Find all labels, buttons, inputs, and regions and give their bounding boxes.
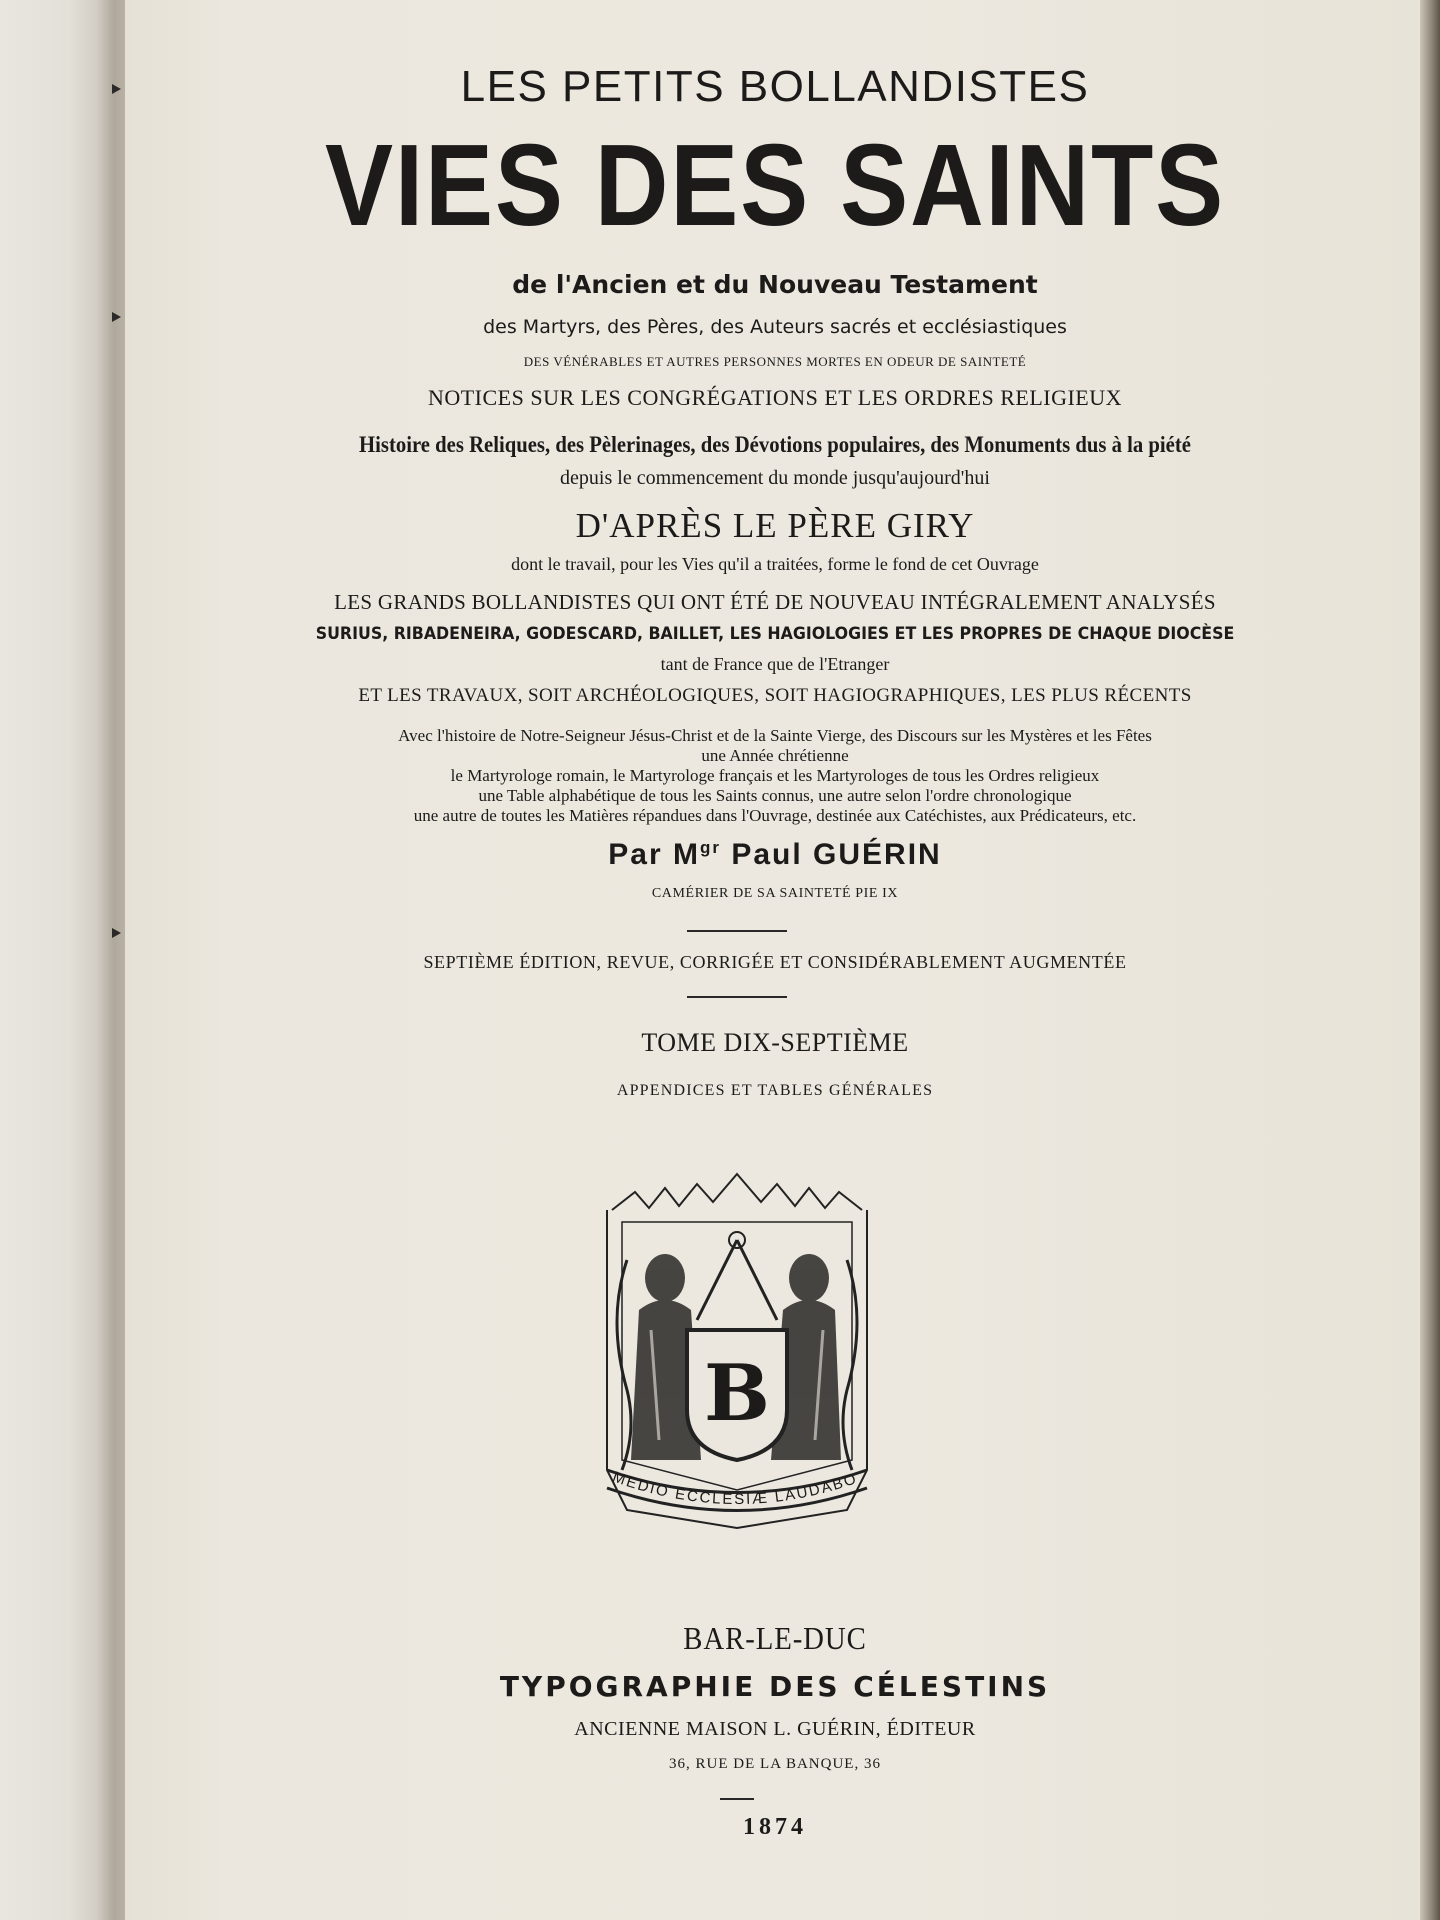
year-line: 1874 <box>743 1814 807 1840</box>
author-role: CAMÉRIER DE SA SAINTETÉ PIE IX <box>651 886 899 901</box>
emblem-engraving <box>587 1170 887 1540</box>
line-venerables: DES VÉNÉRABLES ET AUTRES PERSONNES MORTES EN ODEUR DE SAINTETÉ <box>523 354 1027 369</box>
author-gr: gr <box>700 838 721 857</box>
gutter-mark <box>112 928 121 938</box>
line-annee: une Année chrétienne <box>701 746 849 765</box>
maison-line: ANCIENNE MAISON L. GUÉRIN, ÉDITEUR <box>574 1718 976 1740</box>
address-line: 36, RUE DE LA BANQUE, 36 <box>669 1756 881 1772</box>
line-histoire: Histoire des Reliques, des Pèlerinages, des Dévotions populaires, des Monuments dus à la piété <box>359 432 1191 457</box>
tome-line: TOME DIX-SEPTIÈME <box>641 1028 909 1057</box>
divider-rule <box>720 1798 754 1800</box>
line-matieres: une autre de toutes les Matières répandues dans l'Ouvrage, destinée aux Catéchistes, aux Prédicateurs, etc. <box>413 806 1137 825</box>
page-edge-shadow <box>1420 0 1440 1920</box>
line-martyrs: des Martyrs, des Pères, des Auteurs sacrés et ecclésiastiques <box>483 316 1067 338</box>
line-surius: SURIUS, RIBADENEIRA, GODESCARD, BAILLET, LES HAGIOLOGIES ET LES PROPRES DE CHAQUE DIOCÈSE <box>315 624 1235 644</box>
divider-rule <box>687 996 787 998</box>
author-par: Par M <box>608 838 700 871</box>
gutter-mark <box>112 312 121 322</box>
author-name: Paul GUÉRIN <box>721 838 942 871</box>
author-line <box>125 838 1425 872</box>
line-dont: dont le travail, pour les Vies qu'il a traitées, forme le fond de cet Ouvrage <box>511 554 1039 574</box>
title-page <box>125 0 1425 1920</box>
line-grands-bollandistes: LES GRANDS BOLLANDISTES QUI ONT ÉTÉ DE NOUVEAU INTÉGRALEMENT ANALYSÉS <box>334 590 1216 614</box>
publisher-emblem <box>587 1170 887 1540</box>
line-depuis: depuis le commencement du monde jusqu'aujourd'hui <box>560 467 990 489</box>
printer-line: TYPOGRAPHIE DES CÉLESTINS <box>499 1670 1051 1703</box>
series-title: LES PETITS BOLLANDISTES <box>460 62 1090 111</box>
page-fold-shadow <box>96 0 126 1920</box>
line-avec: Avec l'histoire de Notre-Seigneur Jésus-Christ et de la Sainte Vierge, des Discours sur les Mystères et les Fêtes <box>398 726 1152 745</box>
line-travaux: ET LES TRAVAUX, SOIT ARCHÉOLOGIQUES, SOIT HAGIOGRAPHIQUES, LES PLUS RÉCENTS <box>358 685 1192 706</box>
tome-content: APPENDICES ET TABLES GÉNÉRALES <box>616 1082 934 1099</box>
divider-rule <box>687 930 787 932</box>
emblem-monogram: B <box>704 1348 770 1439</box>
edition-line: SEPTIÈME ÉDITION, REVUE, CORRIGÉE ET CONSIDÉRABLEMENT AUGMENTÉE <box>423 952 1127 972</box>
gutter-mark <box>112 84 121 94</box>
line-tant: tant de France que de l'Etranger <box>660 654 890 674</box>
line-apres-giry: D'APRÈS LE PÈRE GIRY <box>575 506 975 545</box>
line-table: une Table alphabétique de tous les Saints connus, une autre selon l'ordre chronologique <box>478 786 1072 805</box>
city-line: BAR-LE-DUC <box>683 1620 867 1656</box>
emblem-motto: MEDIO ECCLESIÆ LAUDABO <box>610 1468 861 1509</box>
line-notices: NOTICES SUR LES CONGRÉGATIONS ET LES ORDRES RELIGIEUX <box>427 385 1123 410</box>
subtitle: de l'Ancien et du Nouveau Testament <box>512 270 1038 299</box>
line-martyrologe: le Martyrologe romain, le Martyrologe français et les Martyrologes de tous les Ordres religieux <box>450 766 1100 785</box>
main-title: VIES DES SAINTS <box>325 120 1225 250</box>
